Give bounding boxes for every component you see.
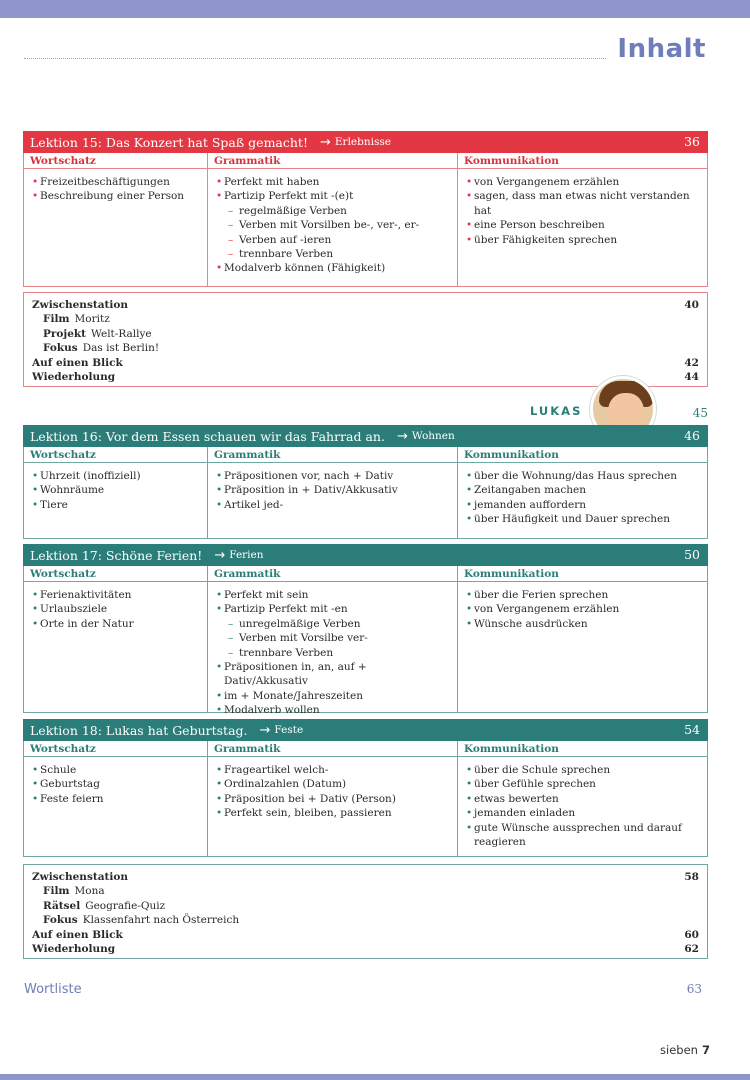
page-number: 54 <box>684 722 700 737</box>
column-header: Grammatik <box>208 447 457 463</box>
list <box>208 757 457 825</box>
page-num: 7 <box>701 1043 710 1057</box>
list-item: • von Vergangenem erzählen <box>466 175 701 189</box>
column-header: Wortschatz <box>24 741 207 757</box>
lesson-18 <box>23 719 708 857</box>
item-value: Moritz <box>74 313 110 326</box>
list-item: • Beschreibung einer Person <box>32 189 201 203</box>
item-value: Das ist Berlin! <box>82 342 160 355</box>
zwischenstation-row[interactable] <box>32 298 699 312</box>
list-item: • Perfekt mit haben <box>216 175 451 189</box>
column-header: Wortschatz <box>24 153 207 169</box>
lesson-17 <box>23 544 708 717</box>
lukas-label: LUKAS <box>530 404 583 418</box>
column-header: Kommunikation <box>458 153 707 169</box>
list-item: • Modalverb wollen <box>216 703 451 717</box>
page-number: 44 <box>684 371 699 384</box>
column-header: Kommunikation <box>458 741 707 757</box>
lesson-header[interactable] <box>23 425 708 447</box>
item-value: Geografie-Quiz <box>85 899 166 912</box>
list-item: • Modalverb können (Fähigkeit) <box>216 261 451 275</box>
item-key: Fokus <box>43 342 78 355</box>
list-subitem: – Verben mit Vorsilben be-, ver-, er- <box>216 218 451 232</box>
page-title: Inhalt <box>617 34 706 64</box>
item-key: Projekt <box>43 327 87 340</box>
list-item: • Präpositionen in, an, auf + Dativ/Akkusativ <box>216 660 451 689</box>
list-item: • Partizip Perfekt mit -(e)t <box>216 189 451 203</box>
column-kommunikation <box>458 566 707 712</box>
column-header: Grammatik <box>208 566 457 582</box>
list-item: • Feste feiern <box>32 792 201 806</box>
column-header: Kommunikation <box>458 447 707 463</box>
arrow-right-icon: → <box>214 547 226 563</box>
list-item: • Urlaubsziele <box>32 602 201 616</box>
page-word: sieben <box>660 1043 698 1057</box>
item-value: Welt-Rallye <box>91 327 152 340</box>
item-value: Klassenfahrt nach Österreich <box>82 914 240 927</box>
column-kommunikation <box>458 447 707 538</box>
list <box>24 582 207 635</box>
blick-label: Auf einen Blick <box>32 928 123 941</box>
zwischenstation-item[interactable] <box>43 327 699 341</box>
list-item: • Perfekt mit sein <box>216 588 451 602</box>
lesson-header[interactable] <box>23 131 708 153</box>
lesson-topic: Erlebnisse <box>334 136 391 148</box>
list-item: • über die Wohnung/das Haus sprechen <box>466 469 701 483</box>
list-item: • Artikel jed- <box>216 498 451 512</box>
item-key: Film <box>43 313 70 326</box>
list-item: • über die Ferien sprechen <box>466 588 701 602</box>
lesson-grid <box>23 153 708 287</box>
list <box>458 463 707 531</box>
lesson-15 <box>23 131 708 287</box>
list-item: • Präposition in + Dativ/Akkusativ <box>216 483 451 497</box>
lesson-topic: Feste <box>274 724 304 736</box>
zwischenstation-items <box>32 312 699 355</box>
column-header: Wortschatz <box>24 447 207 463</box>
wiederholung-row[interactable] <box>32 370 699 384</box>
wortliste-link[interactable]: Wortliste <box>24 982 82 997</box>
zwischenstation-items <box>32 884 699 927</box>
list-subitem: – trennbare Verben <box>216 646 451 660</box>
list-item: • Ordinalzahlen (Datum) <box>216 777 451 791</box>
list-item: • Frageartikel welch- <box>216 763 451 777</box>
list-item: • von Vergangenem erzählen <box>466 602 701 616</box>
lesson-grid <box>23 741 708 857</box>
lesson-title: Lektion 17: Schöne Ferien! <box>30 547 203 563</box>
arrow-right-icon: → <box>319 134 331 150</box>
page-footer <box>660 1043 710 1057</box>
zwischenstation-item[interactable] <box>43 913 699 927</box>
lesson-grid <box>23 447 708 539</box>
column-kommunikation <box>458 741 707 856</box>
column-wortschatz <box>24 566 208 712</box>
wiederholung-label: Wiederholung <box>32 371 116 384</box>
list-item: • über die Schule sprechen <box>466 763 701 777</box>
item-key: Rätsel <box>43 899 81 912</box>
list <box>24 757 207 810</box>
list-item: • sagen, dass man etwas nicht verstanden hat <box>466 189 701 218</box>
list-item: • Präposition bei + Dativ (Person) <box>216 792 451 806</box>
lesson-topic: Ferien <box>229 549 264 561</box>
list-item: • Geburtstag <box>32 777 201 791</box>
blick-label: Auf einen Blick <box>32 356 123 369</box>
zwischenstation-item[interactable] <box>43 899 699 913</box>
item-key: Film <box>43 885 70 898</box>
list <box>208 463 457 516</box>
item-key: Fokus <box>43 914 78 927</box>
list-item: • Partizip Perfekt mit -en <box>216 602 451 616</box>
lesson-grid <box>23 566 708 717</box>
list-item: • über Häufigkeit und Dauer sprechen <box>466 512 701 526</box>
list-item: • Zeitangaben machen <box>466 483 701 497</box>
list-item: • Wünsche ausdrücken <box>466 617 701 631</box>
list <box>24 463 207 516</box>
column-grammatik <box>208 566 458 717</box>
auf-einen-blick-row[interactable] <box>32 356 699 370</box>
list <box>24 169 207 208</box>
zwischenstation-label: Zwischenstation <box>32 299 128 311</box>
page-number: 40 <box>684 299 699 311</box>
list-item: • Uhrzeit (inoffiziell) <box>32 469 201 483</box>
list-item: • im + Monate/Jahreszeiten <box>216 689 451 703</box>
item-value: Mona <box>74 885 105 898</box>
column-kommunikation <box>458 153 707 286</box>
zwischenstation-row[interactable] <box>32 870 699 884</box>
list-item: • eine Person beschreiben <box>466 218 701 232</box>
list-subitem: – unregelmäßige Verben <box>216 617 451 631</box>
list-item: • Tiere <box>32 498 201 512</box>
column-wortschatz <box>24 153 208 286</box>
list-item: • Präpositionen vor, nach + Dativ <box>216 469 451 483</box>
zwischenstation-item[interactable] <box>43 341 699 355</box>
list-item: • über Fähigkeiten sprechen <box>466 233 701 247</box>
column-header: Grammatik <box>208 741 457 757</box>
lesson-header[interactable] <box>23 719 708 741</box>
bottom-color-bar <box>0 1074 750 1080</box>
list-item: • Freizeitbeschäftigungen <box>32 175 201 189</box>
list-item: • jemanden auffordern <box>466 498 701 512</box>
list-item: • Ferienaktivitäten <box>32 588 201 602</box>
lesson-16 <box>23 425 708 539</box>
title-dotted-rule <box>24 58 606 59</box>
page-number: 63 <box>686 982 702 996</box>
auf-einen-blick-row[interactable] <box>32 928 699 942</box>
lesson-header[interactable] <box>23 544 708 566</box>
column-header: Grammatik <box>208 153 457 169</box>
page-number: 46 <box>684 428 700 443</box>
list-item: • jemanden einladen <box>466 806 701 820</box>
zwischenstation-label: Zwischenstation <box>32 871 128 883</box>
list-item: • etwas bewerten <box>466 792 701 806</box>
zwischenstation-box <box>23 292 708 387</box>
page-number: 42 <box>684 356 699 369</box>
page-number: 36 <box>684 134 700 149</box>
list <box>208 169 457 280</box>
list-subitem: – Verben mit Vorsilbe ver- <box>216 631 451 645</box>
zwischenstation-box <box>23 864 708 959</box>
page-number: 45 <box>692 406 708 420</box>
column-wortschatz <box>24 447 208 538</box>
column-wortschatz <box>24 741 208 856</box>
arrow-right-icon: → <box>396 428 408 444</box>
lesson-topic: Wohnen <box>411 430 455 442</box>
list <box>458 582 707 635</box>
list <box>458 757 707 853</box>
arrow-right-icon: → <box>259 722 271 738</box>
list-item: • Perfekt sein, bleiben, passieren <box>216 806 451 820</box>
list <box>208 582 457 722</box>
list-subitem: – regelmäßige Verben <box>216 204 451 218</box>
page-number: 50 <box>684 547 700 562</box>
list-item: • über Gefühle sprechen <box>466 777 701 791</box>
zwischenstation-item[interactable] <box>43 884 699 898</box>
list-item: • Orte in der Natur <box>32 617 201 631</box>
list <box>458 169 707 251</box>
column-grammatik <box>208 153 458 286</box>
lesson-title: Lektion 15: Das Konzert hat Spaß gemacht! <box>30 134 308 150</box>
page-number: 62 <box>684 943 699 956</box>
list-subitem: – trennbare Verben <box>216 247 451 261</box>
page-number: 58 <box>684 871 699 883</box>
wiederholung-row[interactable] <box>32 942 699 956</box>
wiederholung-label: Wiederholung <box>32 943 116 956</box>
column-header: Kommunikation <box>458 566 707 582</box>
list-item: • Wohnräume <box>32 483 201 497</box>
top-color-bar <box>0 0 750 18</box>
column-header: Wortschatz <box>24 566 207 582</box>
lesson-title: Lektion 16: Vor dem Essen schauen wir das Fahrrad an. <box>30 428 385 444</box>
page-number: 60 <box>684 928 699 941</box>
lesson-title: Lektion 18: Lukas hat Geburtstag. <box>30 722 248 738</box>
list-item: • Schule <box>32 763 201 777</box>
column-grammatik <box>208 741 458 856</box>
list-item: • gute Wünsche aussprechen und darauf reagieren <box>466 821 701 850</box>
zwischenstation-item[interactable] <box>43 312 699 326</box>
column-grammatik <box>208 447 458 538</box>
list-subitem: – Verben auf -ieren <box>216 233 451 247</box>
